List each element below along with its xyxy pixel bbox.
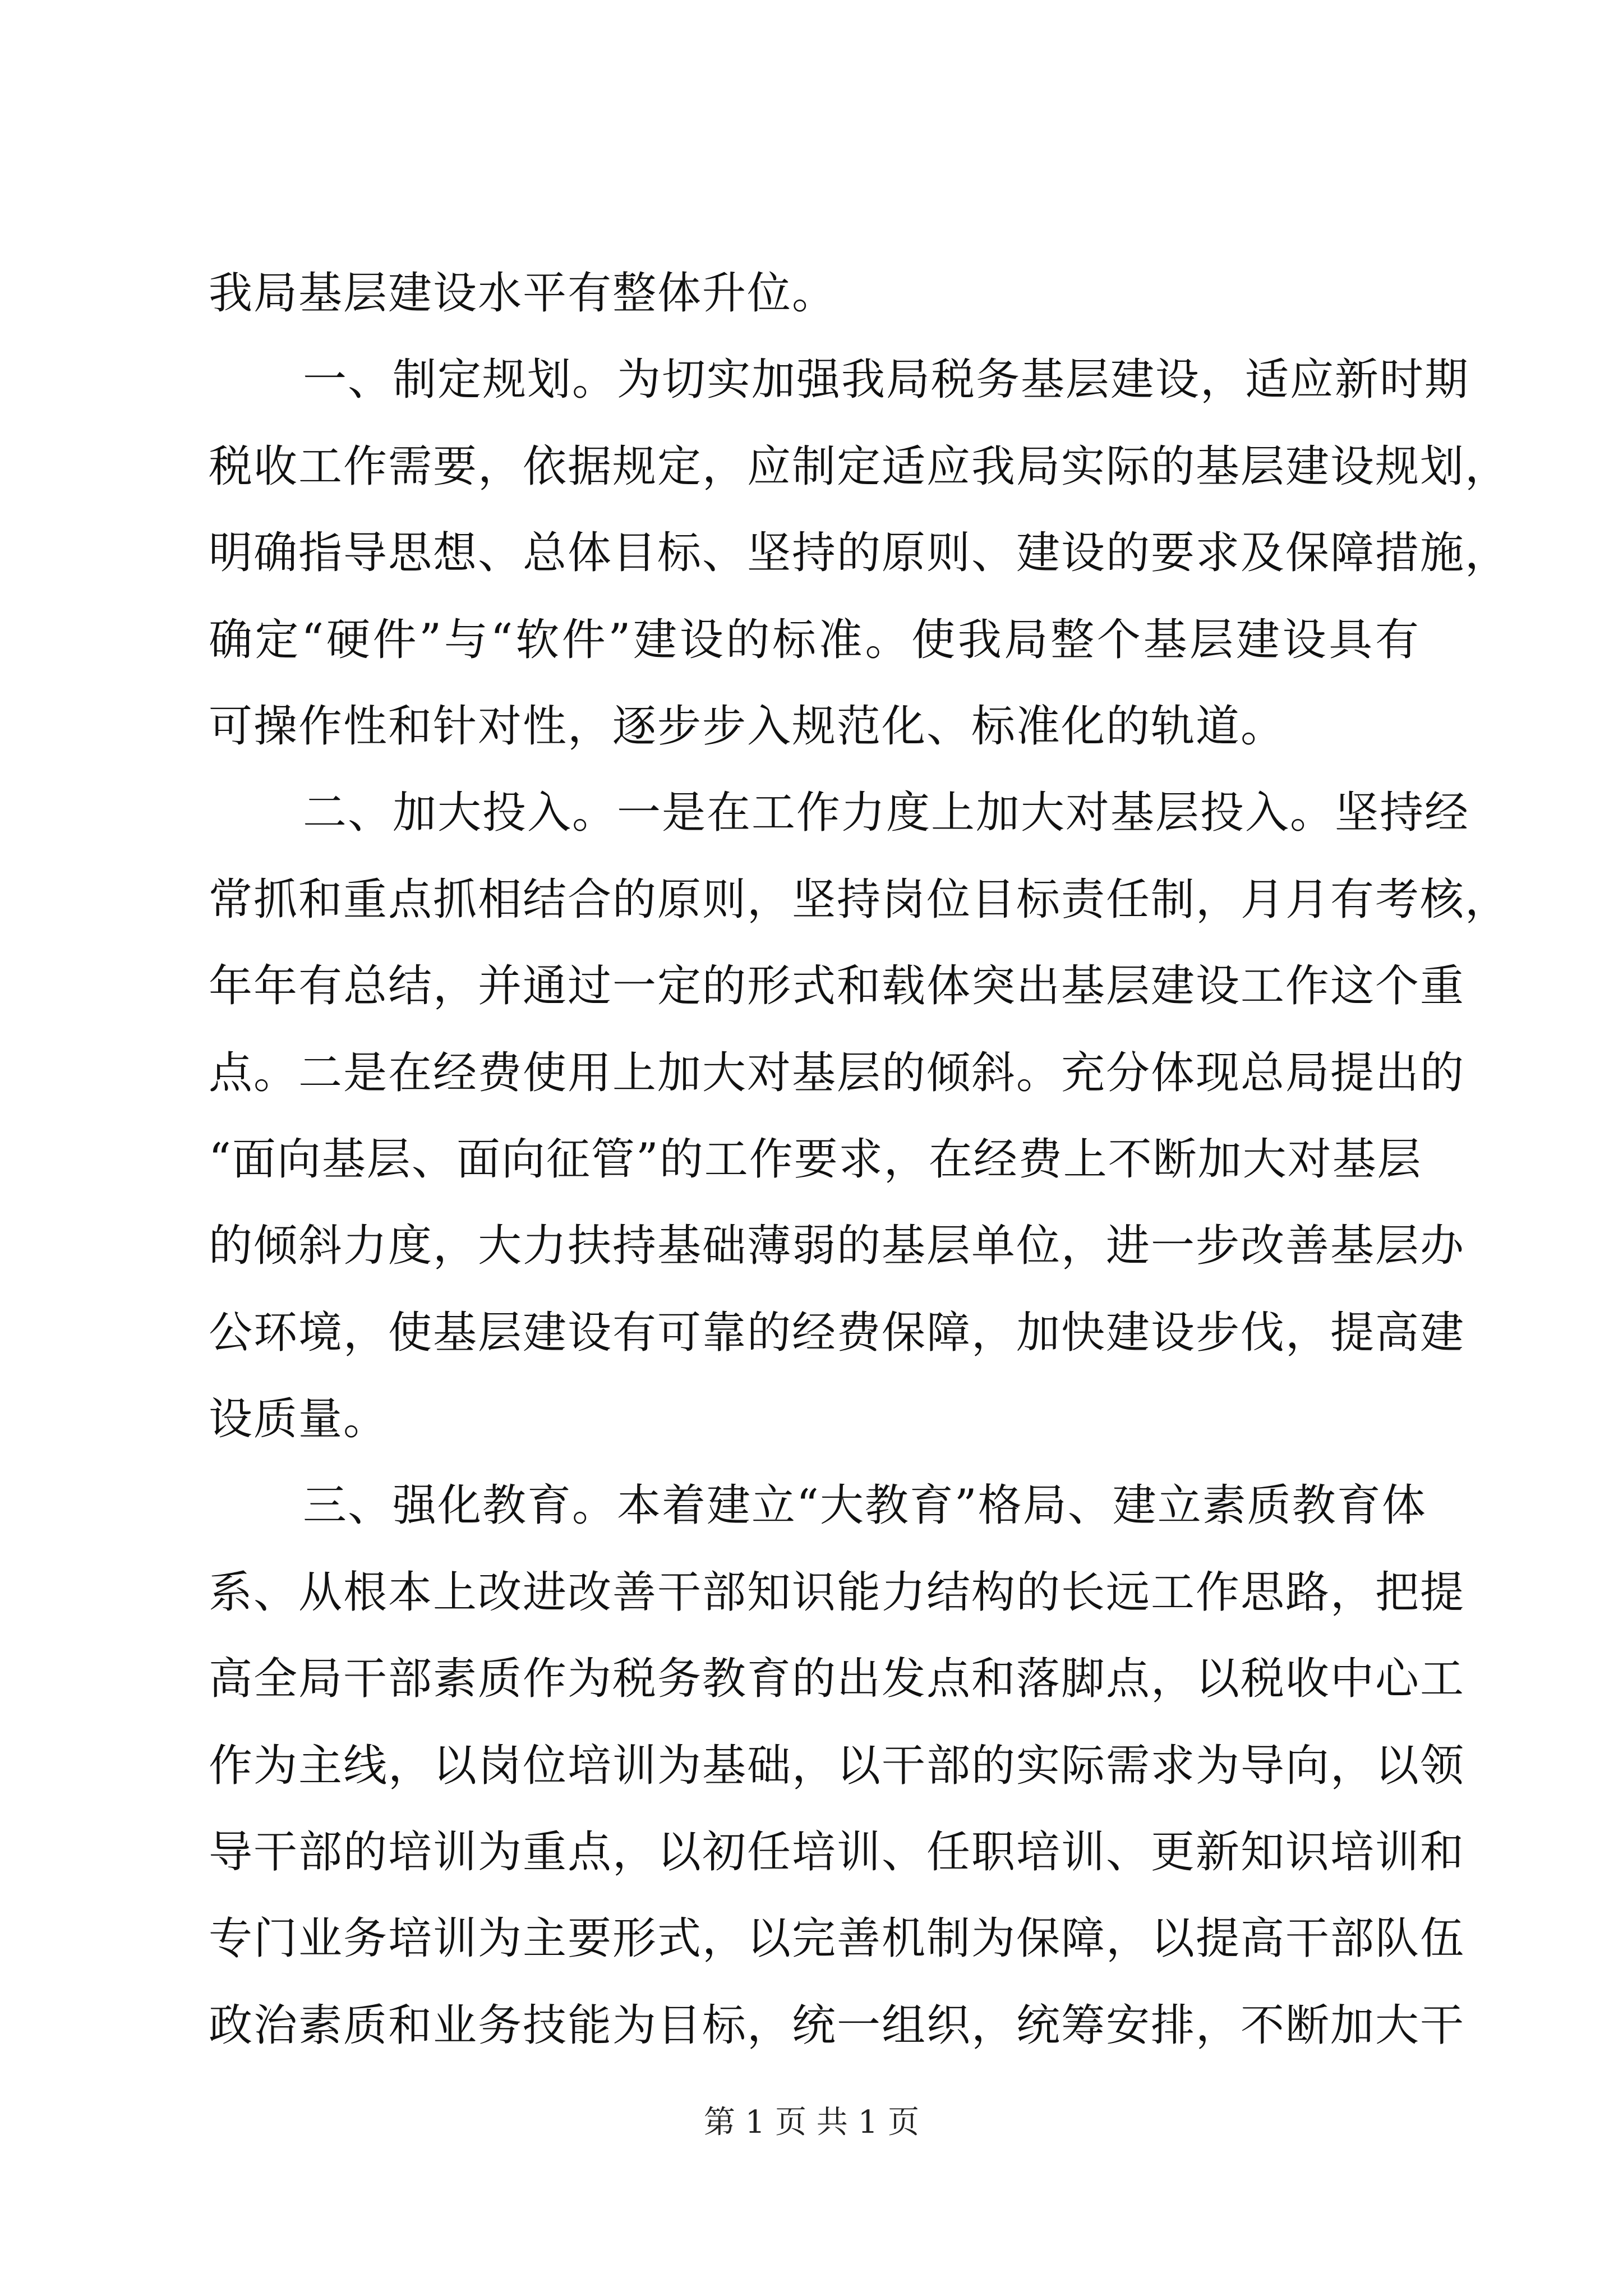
text-line: 明确指导思想、总体目标、坚持的原则、建设的要求及保障措施， <box>209 528 1510 579</box>
paragraph-heading-line: 一、制定规划。为切实加强我局税务基层建设，适应新时期 <box>303 355 1470 406</box>
text-line: 作为主线，以岗位培训为基础，以干部的实际需求为导向，以领 <box>209 1740 1465 1791</box>
text-line: 公环境，使基层建设有可靠的经费保障，加快建设步伐，提高建 <box>209 1307 1465 1358</box>
text-line: 政治素质和业务技能为目标，统一组织，统筹安排，不断加大干 <box>209 2000 1465 2051</box>
text-line: 高全局干部素质作为税务教育的出发点和落脚点，以税收中心工 <box>209 1654 1465 1705</box>
paragraph-heading-line: 二、加大投入。一是在工作力度上加大对基层投入。坚持经 <box>303 788 1470 839</box>
text-line: 设质量。 <box>209 1394 389 1445</box>
text-line: 可操作性和针对性，逐步步入规范化、标准化的轨道。 <box>209 701 1286 752</box>
text-line: 的倾斜力度，大力扶持基础薄弱的基层单位，进一步改善基层办 <box>209 1221 1465 1272</box>
paragraph-heading-line: 三、强化教育。本着建立“大教育”格局、建立素质教育体 <box>303 1480 1427 1531</box>
text-line: 确定“硬件”与“软件”建设的标准。使我局整个基层建设具有 <box>209 614 1420 665</box>
text-line: “面向基层、面向征管”的工作要求，在经费上不断加大对基层 <box>209 1134 1422 1185</box>
text-line: 系、从根本上改进改善干部知识能力结构的长远工作思路，把提 <box>209 1567 1465 1618</box>
text-line: 税收工作需要，依据规定，应制定适应我局实际的基层建设规划， <box>209 441 1510 492</box>
text-line: 专门业务培训为主要形式，以完善机制为保障，以提高干部队伍 <box>209 1913 1465 1964</box>
text-line: 点。二是在经费使用上加大对基层的倾斜。充分体现总局提出的 <box>209 1047 1465 1098</box>
document-body <box>209 250 1510 2069</box>
page-number-footer: 第 1 页 共 1 页 <box>703 2104 920 2141</box>
text-line: 我局基层建设水平有整体升位。 <box>209 268 837 319</box>
text-line: 常抓和重点抓相结合的原则，坚持岗位目标责任制，月月有考核， <box>209 874 1510 925</box>
text-line: 年年有总结，并通过一定的形式和载体突出基层建设工作这个重 <box>209 961 1465 1012</box>
text-line: 导干部的培训为重点，以初任培训、任职培训、更新知识培训和 <box>209 1827 1465 1878</box>
